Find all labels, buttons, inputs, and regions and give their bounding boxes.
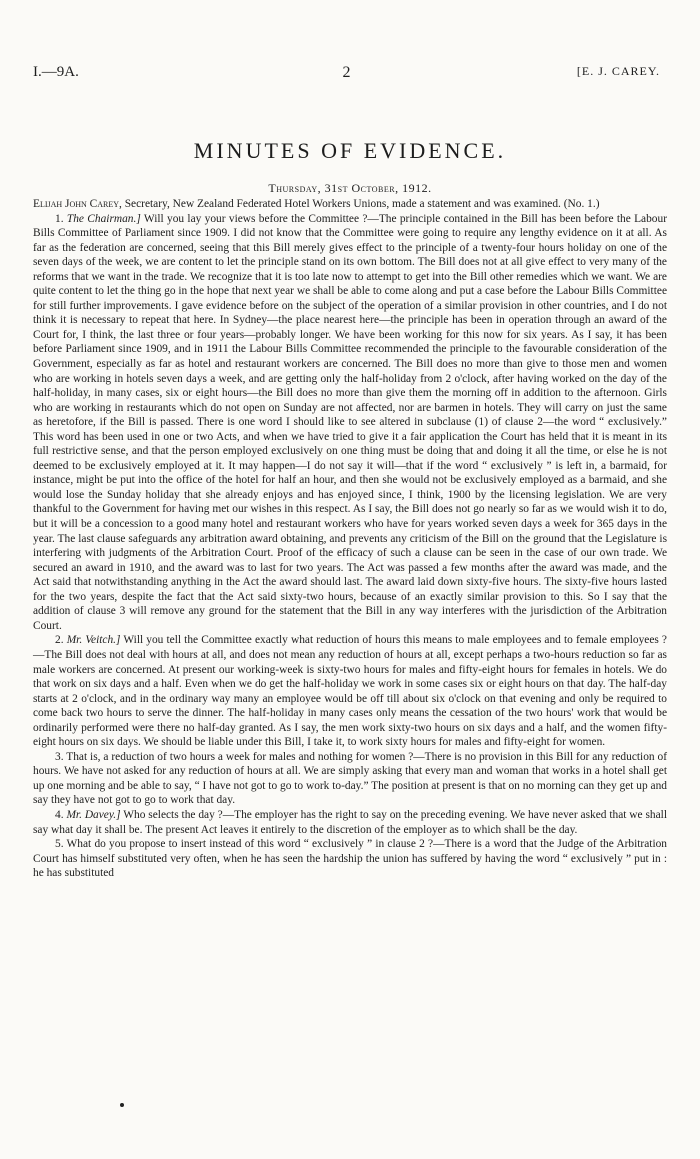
question-number: 3. xyxy=(55,750,64,763)
question-number: 2. xyxy=(55,634,64,647)
witness-description: , Secretary, New Zealand Federated Hotel Workers Unions, made a statement and was examined. (No. 1.) xyxy=(119,198,600,210)
question-number: 5. xyxy=(55,838,64,851)
page-title: MINUTES OF EVIDENCE. xyxy=(193,138,507,163)
witness-name: Elijah John Carey xyxy=(33,198,120,210)
page-number: 2 xyxy=(342,64,351,81)
witness-intro xyxy=(33,197,667,212)
question-number: 4. xyxy=(55,808,64,821)
question-paragraph xyxy=(33,633,667,749)
questioner: Mr. Davey.] xyxy=(66,808,121,821)
question-answer-text: That is, a reduction of two hours a week for males and nothing for women ?—There is no provision in this Bill for any reduction of hours. We have not asked for any reduction of hours at all. We are simply asking that every man and woman that works in a hotel shall get up one morning and be able to say, “ I have not got to go to work to-day.” The position at present is that on no morning can they get up and say they have not got to go to work that day. xyxy=(33,750,667,807)
questioner: Mr. Veitch.] xyxy=(66,634,121,647)
question-paragraph xyxy=(33,750,667,808)
question-answer-text: What do you propose to insert instead of this word “ exclusively ” in clause 2 ?—There is a word that the Judge of the Arbitration Court has himself substituted very often, when he has seen the hardship the union has suffered by having the word “ exclusively ” put in : he has substituted xyxy=(33,838,667,880)
running-head: [E. J. CAREY. xyxy=(576,64,660,78)
hearing-date: Thursday, 31st October, 1912. xyxy=(268,181,432,195)
questioner: The Chairman.] xyxy=(66,212,141,225)
question-number: 1. xyxy=(55,212,64,225)
question-paragraph xyxy=(33,212,667,634)
ink-dot xyxy=(120,1103,124,1107)
question-paragraph xyxy=(33,808,667,837)
document-reference: I.—9A. xyxy=(33,64,79,80)
page-header xyxy=(33,64,660,86)
question-answer-text: Will you lay your views before the Committee ?—The principle contained in the Bill has been before the Labour Bills Committee of Parliament since 1909. I did not know that the Committee were going to require any lengthy evidence on it at all. As far as the federation are concerned, seeing that this Bill merely gives effect to the principle of a twenty-four hours holiday on one of the seven days of the week, we are content to let the principle stand on its own bottom. The Bill does not at all give effect to very many of the reforms that we want in the trade. We recognize that it is too late now to attempt to get into the Bill other remedies which we want. We are quite content to let the thing go in the hope that next year we shall be able to come along and put a case before the Labour Bills Committee for still further improvements. I gave evidence before on the subject of the operation of a similar provision in other countries, and I do not think it is necessary to repeat that here. In Sydney—the place nearest here—the principle has been in operation through an award of the Court for, I think, the last three or four years—probably longer. We have been working for this now for six years. As I say, it has been before Parliament since 1909, and in 1911 the Labour Bills Committee recommended the principle to the favourable consideration of the Government, especially as far as hotel and restaurant workers are concerned. The Bill does no more than give to those men and women who are working in hotels seven days a week, and are getting only the half-holiday from 2 o'clock, after having worked on the day of the half-holiday, in many cases, six or eight hours—the Bill does no more than give them the morning off in addition to the afternoon. Girls who are working in restaurants which do not open on Sunday are not affected, nor are barmen in hotels. They will carry on just the same as heretofore, if the Bill is passed. There is one word I should like to see altered in subclause (1) of clause 2—the word “ exclusively.” This word has been used in one or two Acts, and when we have tried to give it a fair application the Court has held that it is meant in its full restrictive sense, and that the person employed exclusively on one thing must be doing that and doing it all the time, or else he is not deemed to be exclusively employed at it. It may happen—I do not say it will—that if the word “ exclusively ” is left in, a barmaid, for instance, might be put into the office of the hotel for half an hour, and then she would not be exclusively employed as a barmaid, and she would lose the Sunday holiday that she already enjoys and has enjoyed since, I think, 1900 by the licensing legislation. We are very thankful to the Government for having met our wishes in this respect. As I say, the Bill does not go nearly so far as we would wish it to do, but it will be a concession to a good many hotel and restaurant workers who have for years worked seven days a week for 365 days in the year. The last clause safeguards any arbitration award obtaining, and prevents any criticism of the Bill on the ground that the Legislature is interfering with judgments of the Arbitration Court. Proof of the efficacy of such a clause can be seen in the case of our own trade. We secured an award in 1910, and the award was to last for two years. The Act was passed a few months after the award was made, and the Act said that notwithstanding anything in the Act the award should last. The award laid down sixty-five hours. The sixty-five hours lasted for the two years, despite the fact that the Act said sixty-two hours, because of an exactly similar provision to this. So I say that the addition of clause 3 will remove any ground for the statement that the Bill in any way interferes with the jurisdiction of the Arbitration Court. xyxy=(33,212,667,632)
question-answer-text: Will you tell the Committee exactly what reduction of hours this means to male employees and to female employees ?—The Bill does not deal with hours at all, and does not mean any reduction of hours at all, except perhaps a two-hours reduction so far as male workers are concerned. At present our working-week is sixty-two hours for males and fifty-eight hours for females in hotels. We do that work on six days and a half. Even when we do get the half-holiday we work in some cases six or eight hours on that day. The half-day starts at 2 o'clock, and in the ordinary way many an employee would be off till about six o'clock on that evening and only be required to come back two hours to serve the dinner. The half-holiday in many cases only means the cessation of the two hours' work that would be ordinarily performed were there no half-day granted. As I say, the men work sixty-two hours on six days and a half, and the women fifty-eight hours on six days. We should be liable under this Bill, I take it, to work sixty hours for males and fifty-eight for women. xyxy=(33,634,667,749)
question-paragraph xyxy=(33,837,667,881)
evidence-body xyxy=(33,197,667,881)
question-answer-text: Who selects the day ?—The employer has the right to say on the preceding evening. We have never asked that we shall say what day it shall be. The present Act leaves it entirely to the discretion of the employer as to which shall be the day. xyxy=(33,808,667,836)
